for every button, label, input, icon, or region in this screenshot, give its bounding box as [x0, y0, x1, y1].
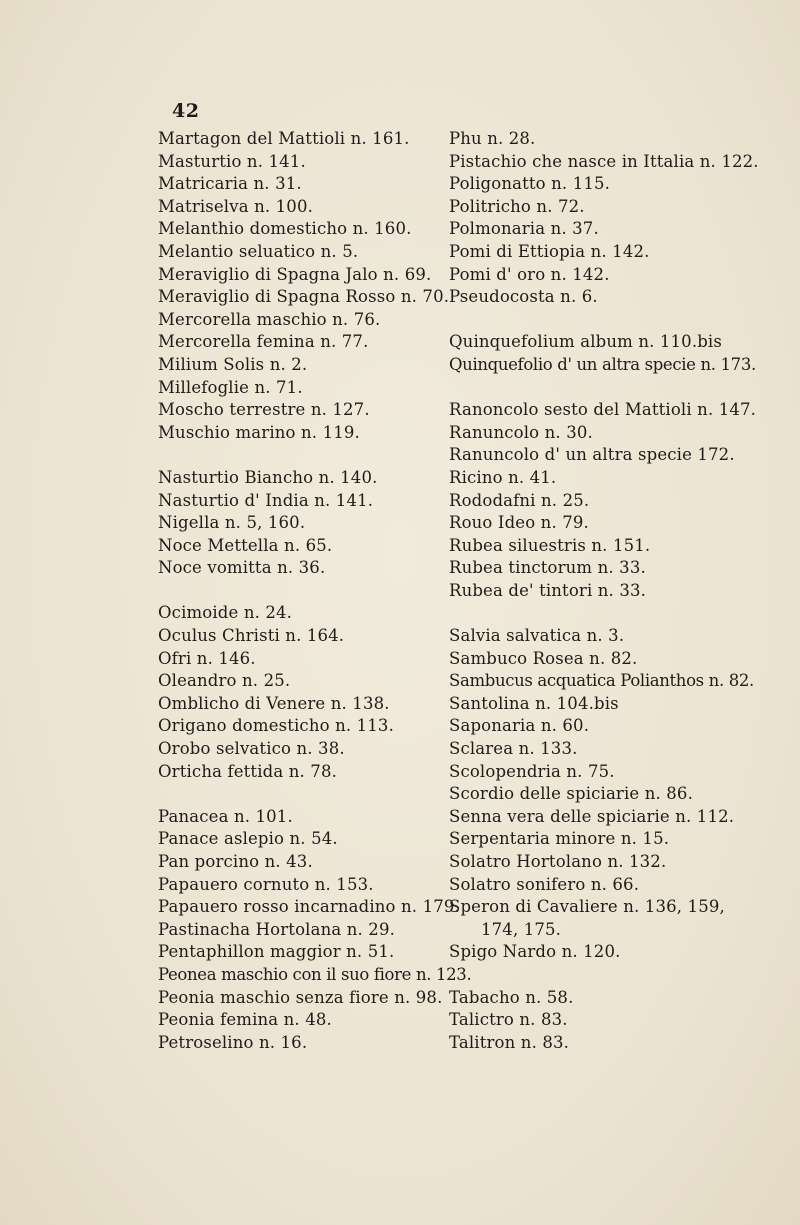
section-gap	[449, 602, 739, 625]
index-entry: Scolopendria n. 75.	[449, 761, 615, 781]
section-gap	[449, 377, 739, 400]
index-entry: Serpentaria minore n. 15.	[449, 829, 670, 849]
index-entry: Sambucus acquatica Polianthos n. 82.	[449, 671, 754, 691]
index-entry: Quinquefolium album n. 110.bis	[449, 332, 722, 352]
index-entry: Talitron n. 83.	[449, 1032, 570, 1052]
index-entry: Orobo selvatico n. 38.	[158, 739, 345, 759]
section-gap	[449, 309, 739, 332]
index-entry: Millefoglie n. 71.	[158, 377, 303, 397]
index-entry: Scordio delle spiciarie n. 86.	[449, 784, 693, 804]
index-column-right	[449, 128, 759, 1054]
index-entry: Salvia salvatica n. 3.	[449, 626, 625, 646]
index-entry: Peonea maschio con il suo fiore n. 123.	[158, 964, 472, 984]
index-entry: Panace aslepio n. 54.	[158, 829, 338, 849]
index-entry: Papauero cornuto n. 153.	[158, 874, 374, 894]
index-entry: Nigella n. 5, 160.	[158, 513, 306, 533]
index-entry: Saponaria n. 60.	[449, 716, 590, 736]
index-entry: Milium Solis n. 2.	[158, 354, 308, 374]
index-entry: Sambuco Rosea n. 82.	[449, 648, 638, 668]
index-entry: Pastinacha Hortolana n. 29.	[158, 919, 395, 939]
index-entry: Mercorella maschio n. 76.	[158, 309, 381, 329]
index-entry: Masturtio n. 141.	[158, 151, 306, 171]
index-entry: Peonia femina n. 48.	[158, 1010, 332, 1030]
index-entry: Santolina n. 104.bis	[449, 693, 619, 713]
index-entry: Nasturtio Biancho n. 140.	[158, 467, 378, 487]
section-gap	[449, 964, 739, 987]
index-entry: Origano domesticho n. 113.	[158, 716, 394, 736]
index-entry: Noce Mettella n. 65.	[158, 535, 333, 555]
index-entry: Solatro sonifero n. 66.	[449, 874, 640, 894]
index-entry: Pomi di Ettiopia n. 142.	[449, 241, 650, 261]
index-entry: Sclarea n. 133.	[449, 739, 578, 759]
index-entry: Petroselino n. 16.	[158, 1032, 308, 1052]
index-entry: Rubea tinctorum n. 33.	[449, 558, 646, 578]
index-entry: Rubea de' tintori n. 33.	[449, 580, 647, 600]
index-entry: Oculus Christi n. 164.	[158, 626, 345, 646]
index-entry: Pomi d' oro n. 142.	[449, 264, 610, 284]
section-gap	[158, 444, 448, 467]
index-entry: Pentaphillon maggior n. 51.	[158, 942, 395, 962]
index-entry: Papauero rosso incarnadino n. 179.	[158, 897, 460, 917]
index-entry: Melanthio domesticho n. 160.	[158, 219, 412, 239]
index-entry: Panacea n. 101.	[158, 806, 293, 826]
index-entry: 174, 175.	[481, 919, 562, 939]
index-entry: Poligonatto n. 115.	[449, 174, 611, 194]
index-entry: Quinquefolio d' un altra specie n. 173.	[449, 354, 756, 374]
index-entry: Ranoncolo sesto del Mattioli n. 147.	[449, 400, 757, 420]
index-entry: Ofri n. 146.	[158, 648, 256, 668]
index-entry: Mercorella femina n. 77.	[158, 332, 369, 352]
section-gap	[158, 783, 448, 806]
index-entry: Pistachio che nasce in Ittalia n. 122.	[449, 151, 759, 171]
index-entry: Politricho n. 72.	[449, 196, 585, 216]
index-entry: Noce vomitta n. 36.	[158, 558, 326, 578]
index-entry: Martagon del Mattioli n. 161.	[158, 129, 410, 148]
index-entry: Matricaria n. 31.	[158, 174, 302, 194]
index-entry: Nasturtio d' India n. 141.	[158, 490, 374, 510]
index-entry: Pan porcino n. 43.	[158, 852, 313, 871]
index-entry: Ranuncolo d' un altra specie 172.	[449, 445, 735, 465]
index-entry: Rubea siluestris n. 151.	[449, 535, 651, 555]
index-entry: Talictro n. 83.	[449, 1010, 568, 1030]
index-entry: Melantio seluatico n. 5.	[158, 241, 359, 261]
index-entry: Oleandro n. 25.	[158, 671, 291, 691]
index-entry: Rododafni n. 25.	[449, 490, 590, 510]
index-entry: Omblicho di Venere n. 138.	[158, 693, 390, 713]
index-entry: Ocimoide n. 24.	[158, 603, 293, 623]
index-entry: Meraviglio di Spagna Rosso n. 70.	[158, 287, 450, 307]
page-number: 42	[172, 100, 200, 122]
index-entry: Peonia maschio senza fiore n. 98.	[158, 987, 443, 1007]
index-column-left	[158, 128, 472, 1054]
index-entry: Ricino n. 41.	[449, 467, 557, 487]
index-entry: Matriselva n. 100.	[158, 196, 313, 216]
section-gap	[158, 580, 448, 603]
index-entry: Moscho terrestre n. 127.	[158, 400, 370, 420]
index-entry: Speron di Cavaliere n. 136, 159,	[449, 897, 725, 917]
index-entry: Meraviglio di Spagna Jalo n. 69.	[158, 264, 432, 284]
index-entry: Orticha fettida n. 78.	[158, 761, 337, 781]
index-entry: Senna vera delle spiciarie n. 112.	[449, 806, 735, 826]
index-entry: Muschio marino n. 119.	[158, 422, 360, 442]
index-entry: Ranuncolo n. 30.	[449, 422, 593, 442]
index-entry: Pseudocosta n. 6.	[449, 287, 598, 307]
index-entry: Phu n. 28.	[449, 129, 536, 148]
index-entry: Tabacho n. 58.	[449, 987, 574, 1007]
index-entry: Solatro Hortolano n. 132.	[449, 852, 667, 871]
index-entry: Rouo Ideo n. 79.	[449, 513, 589, 533]
index-entry: Polmonaria n. 37.	[449, 219, 599, 239]
index-entry: Spigo Nardo n. 120.	[449, 942, 621, 962]
